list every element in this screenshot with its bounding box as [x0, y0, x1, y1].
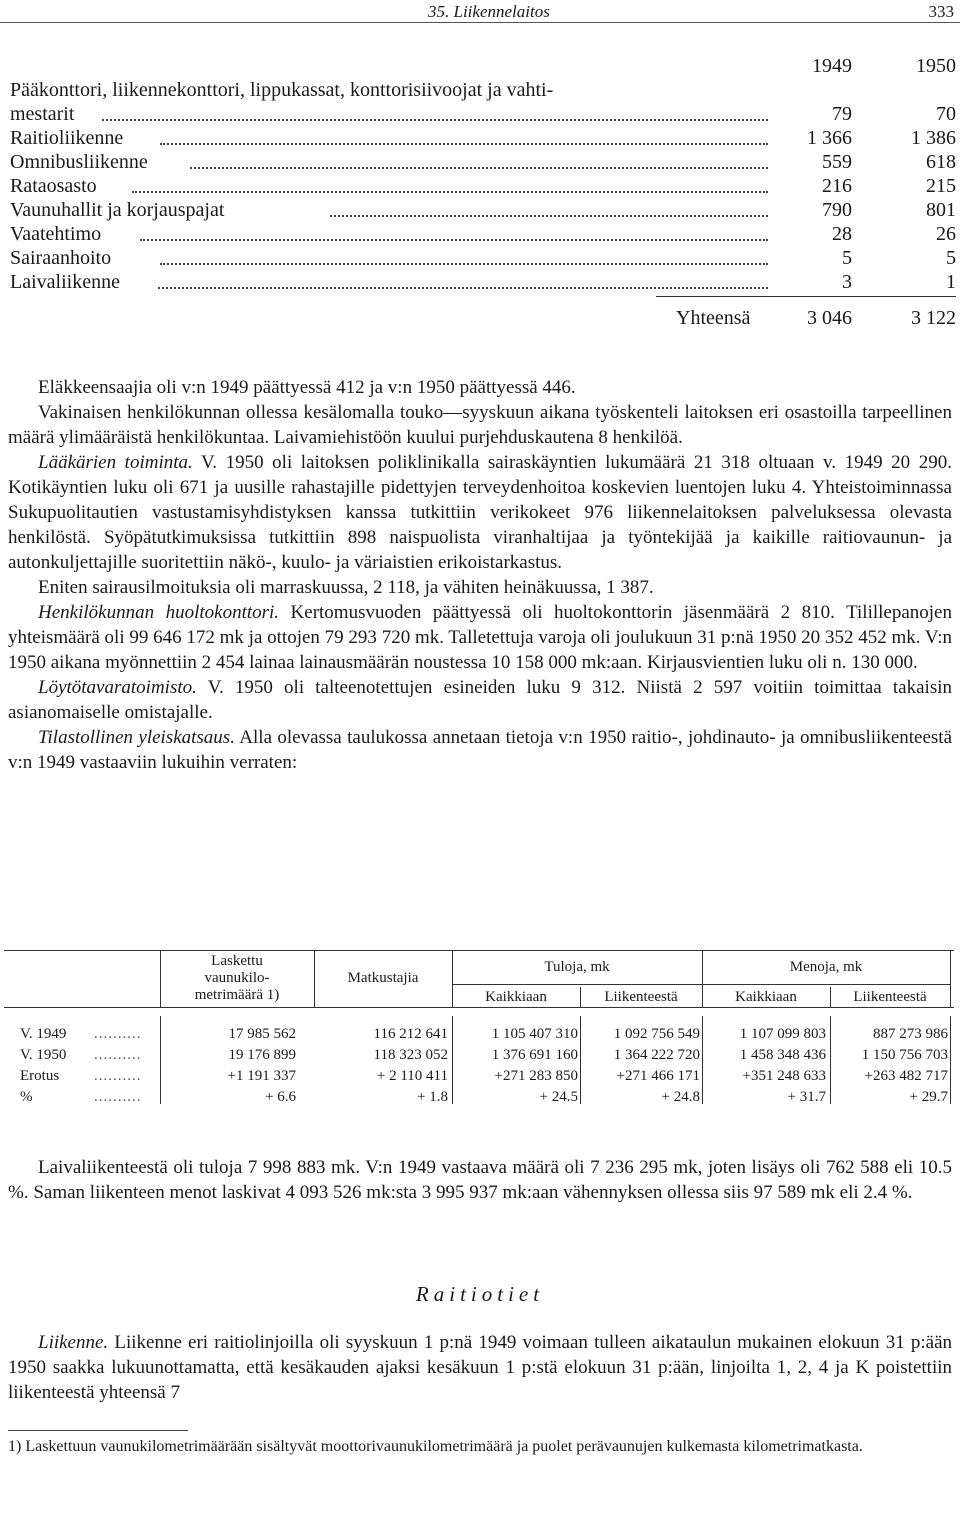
table-row	[10, 78, 956, 102]
expenses-traffic-value: + 29.7	[909, 1089, 948, 1105]
passengers-value: + 1.8	[417, 1089, 448, 1105]
value-1949: 5	[842, 247, 852, 269]
expenses-total-value: 1 107 099 803	[739, 1026, 826, 1042]
value-1949: 3	[842, 271, 852, 293]
row-label: Vaatehtimo	[10, 223, 102, 245]
value-1950: 215	[926, 175, 956, 197]
row-label: V. 1949	[20, 1026, 67, 1042]
income-traffic-value: +271 466 171	[616, 1068, 700, 1084]
income-traffic-value: 1 364 222 720	[613, 1047, 700, 1063]
value-1950: 1 386	[911, 127, 956, 149]
income-total-value: +271 283 850	[494, 1068, 578, 1084]
table-row	[10, 198, 956, 222]
body-text-final	[8, 1330, 952, 1405]
passengers-value: 116 212 641	[373, 1026, 448, 1042]
expenses-traffic-value: +263 482 717	[864, 1068, 948, 1084]
page-section-title: 35. Liikennelaitos	[428, 2, 550, 21]
leader-dots: ..........	[94, 1068, 142, 1084]
value-1950: 801	[926, 199, 956, 221]
income-traffic-header: Liikenteestä	[604, 989, 678, 1005]
paragraph-heading: Löytötavaratoimisto.	[38, 677, 197, 698]
paragraph-text: Kertomusvuoden päättyessä oli huoltokonttorin jäsenmäärä 2 810. Tilillepanojen yhteismäärä oli 99 646 172 mk ja ottojen 79 293 720 mk. Talletettuja varoja oli joulukuun 31 p:nä 1950 20 352 452 mk. V:n 1950 aikana myönnettiin 2 454 lainaa lainausmäärän noustessa 10 158 000 mk:aan. Kirjausvientien luku oli n. 130 000.	[8, 602, 952, 673]
paragraph-text: V. 1950 oli laitoksen poliklinikalla sairaskäyntien lukumäärä 21 318 oltuaan v. 1949 20 290. Kotikäyntien luku oli 671 ja uusille rahastajille pidettyjen terveydenhoitoa koskevien luentojen luku 4. Yhteistoiminnassa Sukupuolitautien vastustamisyhdistyksen kanssa tutkittiin verikokeet 976 liikennelaitoksen palveluksessa olevasta henkilöstä. Syöpätutkimuksissa tutkittiin 898 naispuolista viranhaltijaa ja työntekijää ja kaikille raitiovaunun- ja autonkuljettajille suoritettiin näkö-, kuulo- ja väriaistien erikoistarkastus.	[8, 452, 952, 573]
income-total-value: 1 376 691 160	[491, 1047, 578, 1063]
leader-dots	[140, 239, 768, 241]
income-total-header: Kaikkiaan	[485, 989, 547, 1005]
km-header	[160, 953, 314, 1004]
passengers-value: + 2 110 411	[376, 1068, 448, 1084]
row-label: Pääkonttori, liikennekonttori, lippukassat, konttorisiivoojat ja vahti-	[10, 79, 554, 101]
paragraph-heading: Liikenne.	[38, 1332, 109, 1353]
expenses-traffic-value: 1 150 756 703	[861, 1047, 948, 1063]
row-label: Rataosasto	[10, 175, 97, 197]
passengers-header: Matkustajia	[347, 970, 419, 986]
value-1950: 1	[946, 271, 956, 293]
leader-dots	[132, 191, 768, 193]
staff-years-row	[10, 54, 956, 78]
paragraph	[8, 725, 952, 775]
row-label: Raitioliikenne	[10, 127, 124, 149]
total-label: Yhteensä	[676, 307, 751, 329]
leader-dots	[330, 215, 768, 217]
value-1950: 70	[936, 103, 956, 125]
paragraph-text: Liikenne eri raitiolinjoilla oli syyskuun 1 p:nä 1949 voimaan tulleen aikataulun mukainen elokuun 31 p:ään 1950 saakka lukuunottamatta, että kesäkauden ajaksi kesäkuun 1 p:stä elokuun 31 p:ään, linjoilta 1, 2, 4 ja K poistettiin liikenteestä yhteensä 7	[8, 1332, 952, 1403]
paragraph: Vakinaisen henkilökunnan ollessa kesälomalla touko—syyskuun aikana työskenteli laitoksen eri osastoilla tarpeellinen määrä ylimääräistä henkilökuntaa. Laivamiehistöön kuului purjehduskautena 8 henkilöä.	[8, 402, 952, 448]
income-traffic-value: 1 092 756 549	[613, 1026, 700, 1042]
value-1949: 216	[822, 175, 852, 197]
paragraph-heading: Henkilökunnan huoltokonttori.	[38, 602, 280, 623]
row-label: Erotus	[20, 1068, 60, 1084]
income-header: Tuloja, mk	[544, 959, 610, 975]
value-1949: 1 366	[807, 127, 852, 149]
leader-dots: ..........	[94, 1089, 142, 1105]
col-divider	[950, 950, 951, 1007]
value-1950: 5	[946, 247, 956, 269]
km-header-line: vaunukilo-	[204, 970, 270, 986]
leader-dots	[102, 119, 768, 121]
header-bottom-rule	[4, 1007, 954, 1008]
km-value: +1 191 337	[227, 1068, 296, 1084]
row-label: Vaunuhallit ja korjauspajat	[10, 199, 225, 221]
leader-dots	[160, 263, 768, 265]
leader-dots: ..........	[94, 1047, 142, 1063]
footnote: 1) Laskettuun vaunukilometrimäärään sisältyvät moottorivaunukilometrimäärä ja puolet perävaunujen kulkemasta kilometrimatkasta.	[8, 1438, 863, 1455]
income-total-value: + 24.5	[539, 1089, 578, 1105]
leader-dots	[160, 143, 768, 145]
total-rule	[656, 296, 956, 297]
total-1950: 3 122	[911, 307, 956, 329]
km-header-line: Laskettu	[211, 953, 263, 969]
passengers-value: 118 323 052	[373, 1047, 448, 1063]
value-1950: 618	[926, 151, 956, 173]
subheader-rule	[452, 984, 950, 985]
total-row	[10, 306, 956, 330]
paragraph-heading: Tilastollinen yleiskatsaus.	[38, 727, 235, 748]
total-1949: 3 046	[807, 307, 852, 329]
paragraph	[8, 675, 952, 725]
paragraph-heading: Lääkärien toiminta.	[38, 452, 193, 473]
value-1949: 790	[822, 199, 852, 221]
value-1949: 79	[832, 103, 852, 125]
row-label: Sairaanhoito	[10, 247, 112, 269]
table-row	[10, 270, 956, 294]
expenses-traffic-value: 887 273 986	[873, 1026, 948, 1042]
expenses-total-header: Kaikkiaan	[735, 989, 797, 1005]
table-row	[10, 222, 956, 246]
row-label: V. 1950	[20, 1047, 67, 1063]
section-heading: Raitiotiet	[415, 1282, 545, 1306]
table-row	[10, 150, 956, 174]
paragraph	[8, 600, 952, 675]
year-1950-header: 1950	[916, 55, 956, 77]
year-1949-header: 1949	[812, 55, 852, 77]
expenses-total-value: + 31.7	[787, 1089, 826, 1105]
body-text	[8, 375, 952, 775]
expenses-traffic-header: Liikenteestä	[853, 989, 927, 1005]
km-header-line: metrimäärä 1)	[194, 987, 280, 1003]
value-1950: 26	[936, 223, 956, 245]
km-value: + 6.6	[265, 1089, 296, 1105]
row-label: Laivaliikenne	[10, 271, 120, 293]
col-divider	[950, 1016, 951, 1104]
value-1949: 28	[832, 223, 852, 245]
paragraph-text: V. 1950 oli talteenotettujen esineiden luku 9 312. Niistä 2 597 voitiin toimittaa takaisin asianomaiselle omistajalle.	[8, 677, 952, 723]
paragraph	[8, 450, 952, 575]
body-text-lower	[8, 1155, 952, 1205]
value-1949: 559	[822, 151, 852, 173]
leader-dots	[158, 287, 768, 289]
paragraph	[8, 1330, 952, 1405]
expenses-total-value: 1 458 348 436	[739, 1047, 826, 1063]
row-label: %	[20, 1089, 33, 1105]
paragraph: Laivaliikenteestä oli tuloja 7 998 883 mk. V:n 1949 vastaava määrä oli 7 236 295 mk, joten lisäys oli 762 588 eli 10.5 %. Saman liikenteen menot laskivat 4 093 526 mk:sta 3 995 937 mk:aan vähennyksen ollessa siis 97 589 mk eli 2.4 %.	[8, 1157, 952, 1203]
page-number: 333	[928, 2, 954, 21]
header-rule	[0, 22, 960, 23]
expenses-header: Menoja, mk	[789, 959, 863, 975]
row-label: Omnibusliikenne	[10, 151, 148, 173]
km-value: 17 985 562	[228, 1026, 296, 1042]
table-row	[10, 174, 956, 198]
table-top-rule	[4, 950, 954, 951]
paragraph: Eläkkeensaajia oli v:n 1949 päättyessä 412 ja v:n 1950 päättyessä 446.	[38, 377, 576, 398]
income-traffic-value: + 24.8	[661, 1089, 700, 1105]
table-row	[10, 246, 956, 270]
income-total-value: 1 105 407 310	[491, 1026, 578, 1042]
km-value: 19 176 899	[228, 1047, 296, 1063]
paragraph: Eniten sairausilmoituksia oli marraskuussa, 2 118, ja vähiten heinäkuussa, 1 387.	[38, 577, 654, 598]
footnote-rule	[8, 1430, 188, 1431]
paragraph-text: Alla olevassa taulukossa annetaan tietoja v:n 1950 raitio-, johdinauto- ja omnibusliikenteestä v:n 1949 vastaaviin lukuihin verraten:	[8, 727, 953, 773]
table-row	[10, 102, 956, 126]
leader-dots	[190, 167, 768, 169]
row-label: mestarit	[10, 103, 75, 125]
table-row	[10, 126, 956, 150]
expenses-total-value: +351 248 633	[742, 1068, 826, 1084]
leader-dots: ..........	[94, 1026, 142, 1042]
